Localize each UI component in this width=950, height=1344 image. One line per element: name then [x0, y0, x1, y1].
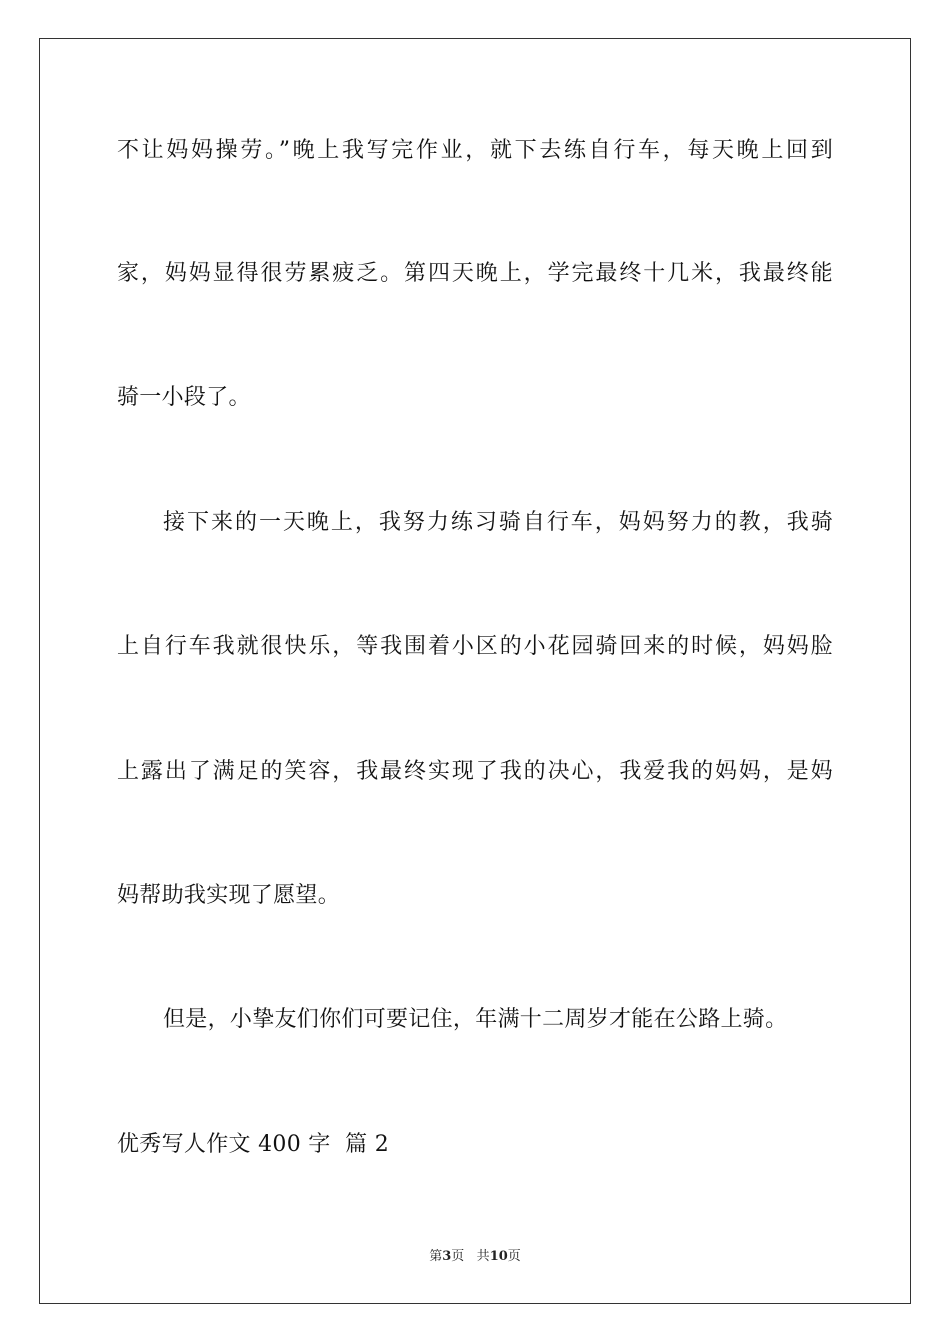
paragraph-1-line-3: 骑一小段了。 [117, 385, 251, 410]
paragraph-2-line-3: 上露出了满足的笑容，我最终实现了我的决心，我爱我的妈妈，是妈 [117, 759, 833, 784]
paragraph-2-line-2: 上自行车我就很快乐，等我围着小区的小花园骑回来的时候，妈妈脸 [117, 634, 833, 659]
page-border [39, 38, 911, 1304]
paragraph-2-line-1: 接下来的一天晚上，我努力练习骑自行车，妈妈努力的教，我骑 [163, 510, 833, 535]
paragraph-2-line-4: 妈帮助我实现了愿望。 [117, 883, 341, 908]
footer-total-prefix: 共 [476, 1249, 490, 1264]
footer-page-number: 3 [442, 1249, 452, 1264]
section-heading: 优秀写人作文 400 字 篇 2 [117, 1132, 390, 1157]
footer-total-number: 10 [489, 1249, 508, 1264]
footer-total-suffix: 页 [507, 1249, 521, 1264]
footer-page-suffix: 页 [451, 1249, 465, 1264]
paragraph-1-line-2: 家，妈妈显得很劳累疲乏。第四天晚上，学完最终十几米，我最终能 [117, 261, 833, 286]
footer-page-prefix: 第 [429, 1249, 443, 1264]
page-footer [0, 1248, 950, 1266]
paragraph-3-line-1: 但是，小挚友们你们可要记住，年满十二周岁才能在公路上骑。 [163, 1007, 788, 1032]
paragraph-1-line-1: 不让妈妈操劳。”晚上我写完作业，就下去练自行车，每天晚上回到 [117, 138, 833, 163]
